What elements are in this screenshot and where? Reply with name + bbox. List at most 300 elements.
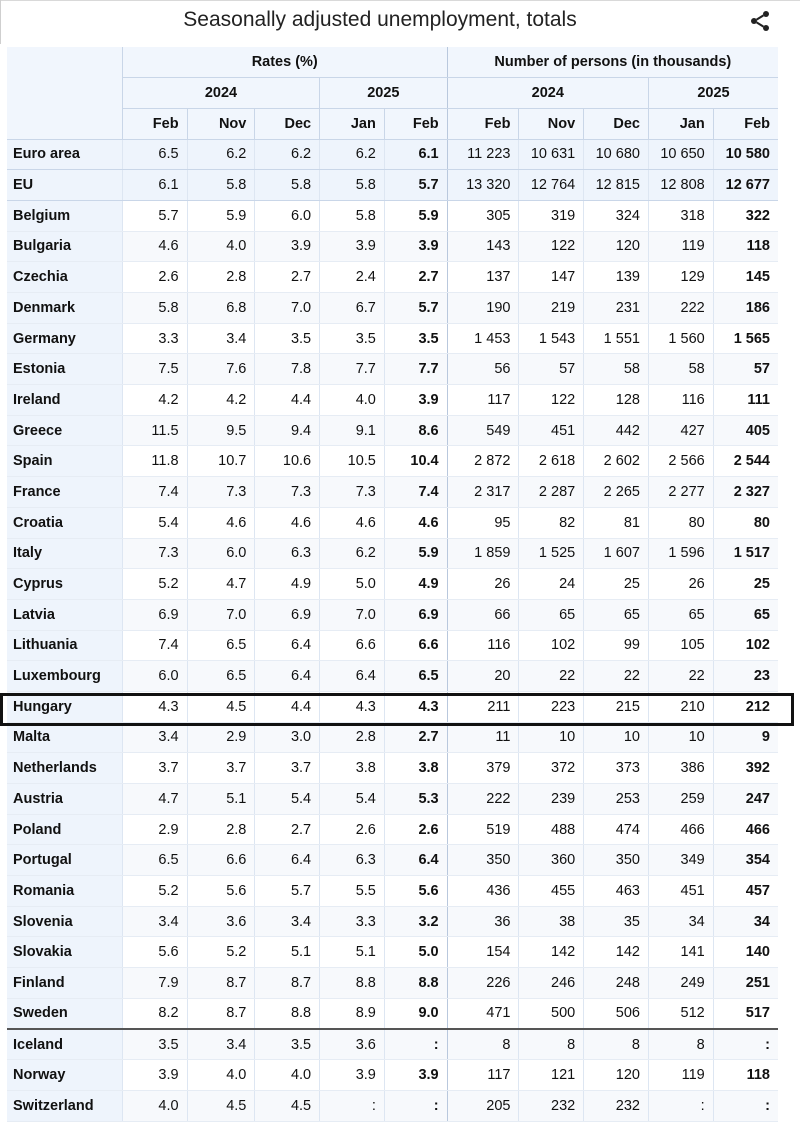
persons-cell: 2 287 <box>519 477 584 508</box>
rate-cell: 4.0 <box>187 231 255 262</box>
rate-cell: 3.9 <box>384 231 447 262</box>
persons-cell: 12 815 <box>584 170 649 201</box>
persons-cell: 8 <box>584 1029 649 1060</box>
share-icon[interactable] <box>748 9 772 33</box>
persons-cell: 231 <box>584 293 649 324</box>
title-bar <box>0 0 800 44</box>
persons-cell: 105 <box>648 630 713 661</box>
persons-cell: 2 327 <box>713 477 778 508</box>
persons-cell: 10 650 <box>648 139 713 170</box>
persons-cell: 2 544 <box>713 446 778 477</box>
rate-cell: 7.7 <box>320 354 385 385</box>
rate-cell: 3.8 <box>320 753 385 784</box>
rate-cell: 4.6 <box>122 231 187 262</box>
table-row <box>7 661 778 692</box>
country-label: Latvia <box>7 599 122 630</box>
persons-cell: 57 <box>519 354 584 385</box>
table-row <box>7 200 778 231</box>
persons-cell: 147 <box>519 262 584 293</box>
persons-cell: 26 <box>648 569 713 600</box>
rate-cell: 3.4 <box>122 722 187 753</box>
table-row <box>7 722 778 753</box>
persons-cell: 457 <box>713 876 778 907</box>
rate-cell: 7.0 <box>187 599 255 630</box>
rate-cell: 9.0 <box>384 998 447 1029</box>
rate-cell: 3.9 <box>320 231 385 262</box>
rate-cell: 5.4 <box>255 784 320 815</box>
table-row <box>7 415 778 446</box>
country-label: Hungary <box>7 691 122 722</box>
rate-cell: 7.0 <box>255 293 320 324</box>
persons-cell: 65 <box>648 599 713 630</box>
persons-cell: 246 <box>519 968 584 999</box>
persons-cell: 56 <box>447 354 519 385</box>
country-label: Estonia <box>7 354 122 385</box>
rate-cell: 8.8 <box>320 968 385 999</box>
rate-cell: 8.2 <box>122 998 187 1029</box>
persons-cell: 350 <box>584 845 649 876</box>
country-label: Finland <box>7 968 122 999</box>
rate-cell: 7.3 <box>320 477 385 508</box>
persons-cell: 1 551 <box>584 323 649 354</box>
country-label: Belgium <box>7 200 122 231</box>
country-label: Portugal <box>7 845 122 876</box>
persons-cell: 2 618 <box>519 446 584 477</box>
persons-cell: 120 <box>584 1060 649 1091</box>
country-label: Czechia <box>7 262 122 293</box>
persons-cell: 2 872 <box>447 446 519 477</box>
persons-cell: 466 <box>648 814 713 845</box>
rate-cell: 6.0 <box>122 661 187 692</box>
persons-cell: 392 <box>713 753 778 784</box>
table-row <box>7 876 778 907</box>
persons-cell: 405 <box>713 415 778 446</box>
table-row <box>7 599 778 630</box>
rate-cell: 6.3 <box>320 845 385 876</box>
rate-cell: 6.6 <box>187 845 255 876</box>
table-row <box>7 170 778 201</box>
persons-cell: 82 <box>519 507 584 538</box>
persons-cell: 34 <box>713 906 778 937</box>
persons-cell: 111 <box>713 385 778 416</box>
persons-cell: 8 <box>447 1029 519 1060</box>
persons-cell: 253 <box>584 784 649 815</box>
country-label: Romania <box>7 876 122 907</box>
persons-cell: 58 <box>584 354 649 385</box>
table-row <box>7 691 778 722</box>
rate-cell: 5.9 <box>384 200 447 231</box>
country-label: Italy <box>7 538 122 569</box>
rate-cell: : <box>384 1029 447 1060</box>
persons-cell: 451 <box>519 415 584 446</box>
rate-cell: 4.4 <box>255 691 320 722</box>
persons-cell: 205 <box>447 1090 519 1121</box>
persons-cell: 12 677 <box>713 170 778 201</box>
year-header: 2025 <box>320 78 448 109</box>
rate-cell: 11.5 <box>122 415 187 446</box>
persons-cell: 118 <box>713 231 778 262</box>
persons-cell: 116 <box>447 630 519 661</box>
persons-cell: 13 320 <box>447 170 519 201</box>
rate-cell: 9.1 <box>320 415 385 446</box>
table-row <box>7 231 778 262</box>
rate-cell: 8.7 <box>255 968 320 999</box>
rate-cell: 4.6 <box>255 507 320 538</box>
country-label: Greece <box>7 415 122 446</box>
rate-cell: 6.4 <box>255 845 320 876</box>
rate-cell: 5.8 <box>320 170 385 201</box>
rate-cell: 3.6 <box>187 906 255 937</box>
rate-cell: 9.4 <box>255 415 320 446</box>
rate-cell: 4.5 <box>187 691 255 722</box>
country-label: Malta <box>7 722 122 753</box>
rate-cell: 8.8 <box>384 968 447 999</box>
rate-cell: 2.6 <box>384 814 447 845</box>
rate-cell: 7.5 <box>122 354 187 385</box>
rate-cell: 6.4 <box>255 630 320 661</box>
rate-cell: 5.8 <box>255 170 320 201</box>
persons-cell: 8 <box>648 1029 713 1060</box>
rate-cell: 5.4 <box>320 784 385 815</box>
rate-cell: 7.8 <box>255 354 320 385</box>
persons-cell: 319 <box>519 200 584 231</box>
rate-cell: 5.9 <box>187 200 255 231</box>
rate-cell: 6.2 <box>255 139 320 170</box>
persons-cell: 34 <box>648 906 713 937</box>
table-row <box>7 354 778 385</box>
persons-cell: 305 <box>447 200 519 231</box>
rate-cell: 6.7 <box>320 293 385 324</box>
persons-cell: 10 <box>519 722 584 753</box>
rate-cell: 4.3 <box>320 691 385 722</box>
rate-cell: 2.7 <box>384 262 447 293</box>
rate-cell: 7.0 <box>320 599 385 630</box>
rate-cell: 6.6 <box>384 630 447 661</box>
page-title: Seasonally adjusted unemployment, totals <box>183 8 577 31</box>
month-header: Feb <box>447 108 519 139</box>
persons-cell: 186 <box>713 293 778 324</box>
persons-cell: 102 <box>519 630 584 661</box>
rate-cell: 2.8 <box>187 262 255 293</box>
rate-cell: 7.7 <box>384 354 447 385</box>
rate-cell: 5.8 <box>122 293 187 324</box>
rate-cell: 5.4 <box>122 507 187 538</box>
rate-cell: 6.9 <box>255 599 320 630</box>
year-header: 2024 <box>447 78 648 109</box>
country-label: Ireland <box>7 385 122 416</box>
month-header: Dec <box>584 108 649 139</box>
rate-cell: 3.4 <box>122 906 187 937</box>
persons-cell: 25 <box>713 569 778 600</box>
rate-cell: 5.1 <box>320 937 385 968</box>
rate-cell: 6.9 <box>122 599 187 630</box>
country-label: Euro area <box>7 139 122 170</box>
persons-cell: 212 <box>713 691 778 722</box>
group-header-row <box>7 47 778 78</box>
persons-cell: 99 <box>584 630 649 661</box>
persons-cell: 22 <box>648 661 713 692</box>
rate-cell: 4.9 <box>255 569 320 600</box>
persons-cell: 142 <box>584 937 649 968</box>
persons-cell: 463 <box>584 876 649 907</box>
persons-cell: 142 <box>519 937 584 968</box>
persons-cell: 10 680 <box>584 139 649 170</box>
persons-cell: 24 <box>519 569 584 600</box>
top-border <box>0 0 800 1</box>
rate-cell: 6.8 <box>187 293 255 324</box>
rate-cell: 5.7 <box>122 200 187 231</box>
rate-cell: 5.5 <box>320 876 385 907</box>
rate-cell: 4.0 <box>320 385 385 416</box>
rate-cell: 4.9 <box>384 569 447 600</box>
month-header: Nov <box>187 108 255 139</box>
persons-cell: 247 <box>713 784 778 815</box>
table-row <box>7 968 778 999</box>
country-label: Slovakia <box>7 937 122 968</box>
persons-cell: 141 <box>648 937 713 968</box>
rate-cell: 5.0 <box>320 569 385 600</box>
rate-cell: 11.8 <box>122 446 187 477</box>
rate-cell: 5.8 <box>320 200 385 231</box>
month-header: Feb <box>384 108 447 139</box>
persons-cell: 119 <box>648 1060 713 1091</box>
persons-cell: 36 <box>447 906 519 937</box>
persons-cell: 35 <box>584 906 649 937</box>
persons-cell: : <box>648 1090 713 1121</box>
rate-cell: 4.4 <box>255 385 320 416</box>
persons-cell: 519 <box>447 814 519 845</box>
persons-cell: 239 <box>519 784 584 815</box>
rate-cell: 5.8 <box>187 170 255 201</box>
persons-cell: 219 <box>519 293 584 324</box>
persons-cell: 350 <box>447 845 519 876</box>
persons-cell: 427 <box>648 415 713 446</box>
rate-cell: 6.3 <box>255 538 320 569</box>
persons-cell: 8 <box>519 1029 584 1060</box>
persons-cell: 65 <box>519 599 584 630</box>
persons-cell: 349 <box>648 845 713 876</box>
corner-cell <box>7 47 122 139</box>
rate-cell: 2.7 <box>384 722 447 753</box>
persons-cell: 190 <box>447 293 519 324</box>
rate-cell: 8.7 <box>187 968 255 999</box>
persons-cell: 324 <box>584 200 649 231</box>
persons-cell: 1 596 <box>648 538 713 569</box>
persons-cell: 38 <box>519 906 584 937</box>
rate-cell: 6.5 <box>122 139 187 170</box>
rate-cell: 3.6 <box>320 1029 385 1060</box>
rate-cell: 6.2 <box>187 139 255 170</box>
persons-cell: 354 <box>713 845 778 876</box>
persons-cell: 65 <box>584 599 649 630</box>
persons-cell: 372 <box>519 753 584 784</box>
table-row <box>7 293 778 324</box>
table-row <box>7 753 778 784</box>
table-row <box>7 784 778 815</box>
persons-cell: 210 <box>648 691 713 722</box>
persons-cell: 10 580 <box>713 139 778 170</box>
persons-cell: 81 <box>584 507 649 538</box>
persons-cell: 25 <box>584 569 649 600</box>
rate-cell: 5.6 <box>187 876 255 907</box>
country-label: Germany <box>7 323 122 354</box>
year-header: 2024 <box>122 78 319 109</box>
year-header: 2025 <box>648 78 778 109</box>
country-label: EU <box>7 170 122 201</box>
persons-cell: 2 277 <box>648 477 713 508</box>
country-label: Cyprus <box>7 569 122 600</box>
table-row <box>7 1090 778 1121</box>
rate-cell: 6.5 <box>187 630 255 661</box>
persons-cell: 2 602 <box>584 446 649 477</box>
rate-cell: 5.7 <box>255 876 320 907</box>
persons-cell: 80 <box>713 507 778 538</box>
persons-cell: 471 <box>447 998 519 1029</box>
persons-cell: 119 <box>648 231 713 262</box>
persons-cell: 215 <box>584 691 649 722</box>
rate-cell: 3.3 <box>122 323 187 354</box>
country-label: Lithuania <box>7 630 122 661</box>
persons-cell: 259 <box>648 784 713 815</box>
rate-cell: 4.3 <box>122 691 187 722</box>
persons-cell: 549 <box>447 415 519 446</box>
rate-cell: 3.3 <box>320 906 385 937</box>
rate-cell: 2.7 <box>255 262 320 293</box>
persons-cell: 95 <box>447 507 519 538</box>
persons-cell: 116 <box>648 385 713 416</box>
country-label: Sweden <box>7 998 122 1029</box>
persons-cell: 322 <box>713 200 778 231</box>
group-header: Number of persons (in thousands) <box>447 47 778 78</box>
persons-cell: 22 <box>584 661 649 692</box>
rate-cell: 3.4 <box>187 323 255 354</box>
rate-cell: 4.3 <box>384 691 447 722</box>
rate-cell: 5.2 <box>122 876 187 907</box>
rate-cell: 2.4 <box>320 262 385 293</box>
rate-cell: 7.4 <box>384 477 447 508</box>
rate-cell: 4.6 <box>187 507 255 538</box>
country-label: Switzerland <box>7 1090 122 1121</box>
rate-cell: 6.1 <box>384 139 447 170</box>
rate-cell: 3.4 <box>187 1029 255 1060</box>
persons-cell: 22 <box>519 661 584 692</box>
rate-cell: 6.5 <box>122 845 187 876</box>
rate-cell: 6.6 <box>320 630 385 661</box>
country-label: Netherlands <box>7 753 122 784</box>
country-label: Poland <box>7 814 122 845</box>
persons-cell: 9 <box>713 722 778 753</box>
persons-cell: 386 <box>648 753 713 784</box>
persons-cell: 488 <box>519 814 584 845</box>
rate-cell: 3.8 <box>384 753 447 784</box>
rate-cell: 5.3 <box>384 784 447 815</box>
rate-cell: 7.4 <box>122 630 187 661</box>
persons-cell: 10 <box>584 722 649 753</box>
rate-cell: 2.7 <box>255 814 320 845</box>
persons-cell: 222 <box>447 784 519 815</box>
rate-cell: 5.7 <box>384 170 447 201</box>
rate-cell: 3.5 <box>320 323 385 354</box>
month-header-row <box>7 108 778 139</box>
table-row <box>7 446 778 477</box>
persons-cell: 23 <box>713 661 778 692</box>
rate-cell: 3.9 <box>255 231 320 262</box>
persons-cell: 211 <box>447 691 519 722</box>
country-label: Luxembourg <box>7 661 122 692</box>
persons-cell: 1 453 <box>447 323 519 354</box>
persons-cell: 2 317 <box>447 477 519 508</box>
rate-cell: 5.9 <box>384 538 447 569</box>
rate-cell: 3.9 <box>122 1060 187 1091</box>
rate-cell: 3.2 <box>384 906 447 937</box>
table-row <box>7 538 778 569</box>
persons-cell: 373 <box>584 753 649 784</box>
rate-cell: 6.5 <box>384 661 447 692</box>
rate-cell: 5.1 <box>255 937 320 968</box>
table-row <box>7 814 778 845</box>
rate-cell: 4.7 <box>122 784 187 815</box>
rate-cell: 6.4 <box>320 661 385 692</box>
rate-cell: 4.0 <box>187 1060 255 1091</box>
table-row <box>7 906 778 937</box>
table-row <box>7 507 778 538</box>
persons-cell: 1 525 <box>519 538 584 569</box>
rate-cell: 6.5 <box>187 661 255 692</box>
persons-cell: 2 566 <box>648 446 713 477</box>
persons-cell: 512 <box>648 998 713 1029</box>
rate-cell: 9.5 <box>187 415 255 446</box>
rate-cell: 5.6 <box>122 937 187 968</box>
persons-cell: 442 <box>584 415 649 446</box>
persons-cell: 65 <box>713 599 778 630</box>
rate-cell: 3.7 <box>122 753 187 784</box>
rate-cell: 10.7 <box>187 446 255 477</box>
persons-cell: 80 <box>648 507 713 538</box>
rate-cell: 2.9 <box>122 814 187 845</box>
persons-cell: 140 <box>713 937 778 968</box>
rate-cell: 4.0 <box>255 1060 320 1091</box>
persons-cell: 120 <box>584 231 649 262</box>
persons-cell: 436 <box>447 876 519 907</box>
persons-cell: 139 <box>584 262 649 293</box>
persons-cell: 20 <box>447 661 519 692</box>
persons-cell: 222 <box>648 293 713 324</box>
rate-cell: 3.5 <box>255 1029 320 1060</box>
persons-cell: 117 <box>447 385 519 416</box>
table-row <box>7 937 778 968</box>
persons-cell: 26 <box>447 569 519 600</box>
persons-cell: 2 265 <box>584 477 649 508</box>
rate-cell: 3.5 <box>122 1029 187 1060</box>
persons-cell: 500 <box>519 998 584 1029</box>
rate-cell: : <box>320 1090 385 1121</box>
persons-cell: 122 <box>519 385 584 416</box>
persons-cell: 154 <box>447 937 519 968</box>
rate-cell: 8.9 <box>320 998 385 1029</box>
rate-cell: 4.5 <box>255 1090 320 1121</box>
rate-cell: 5.6 <box>384 876 447 907</box>
group-header: Rates (%) <box>122 47 447 78</box>
persons-cell: 232 <box>519 1090 584 1121</box>
rate-cell: 4.2 <box>122 385 187 416</box>
country-label: Bulgaria <box>7 231 122 262</box>
table-row <box>7 569 778 600</box>
month-header: Feb <box>122 108 187 139</box>
table-row <box>7 139 778 170</box>
rate-cell: 8.8 <box>255 998 320 1029</box>
persons-cell: 129 <box>648 262 713 293</box>
rate-cell: 3.0 <box>255 722 320 753</box>
